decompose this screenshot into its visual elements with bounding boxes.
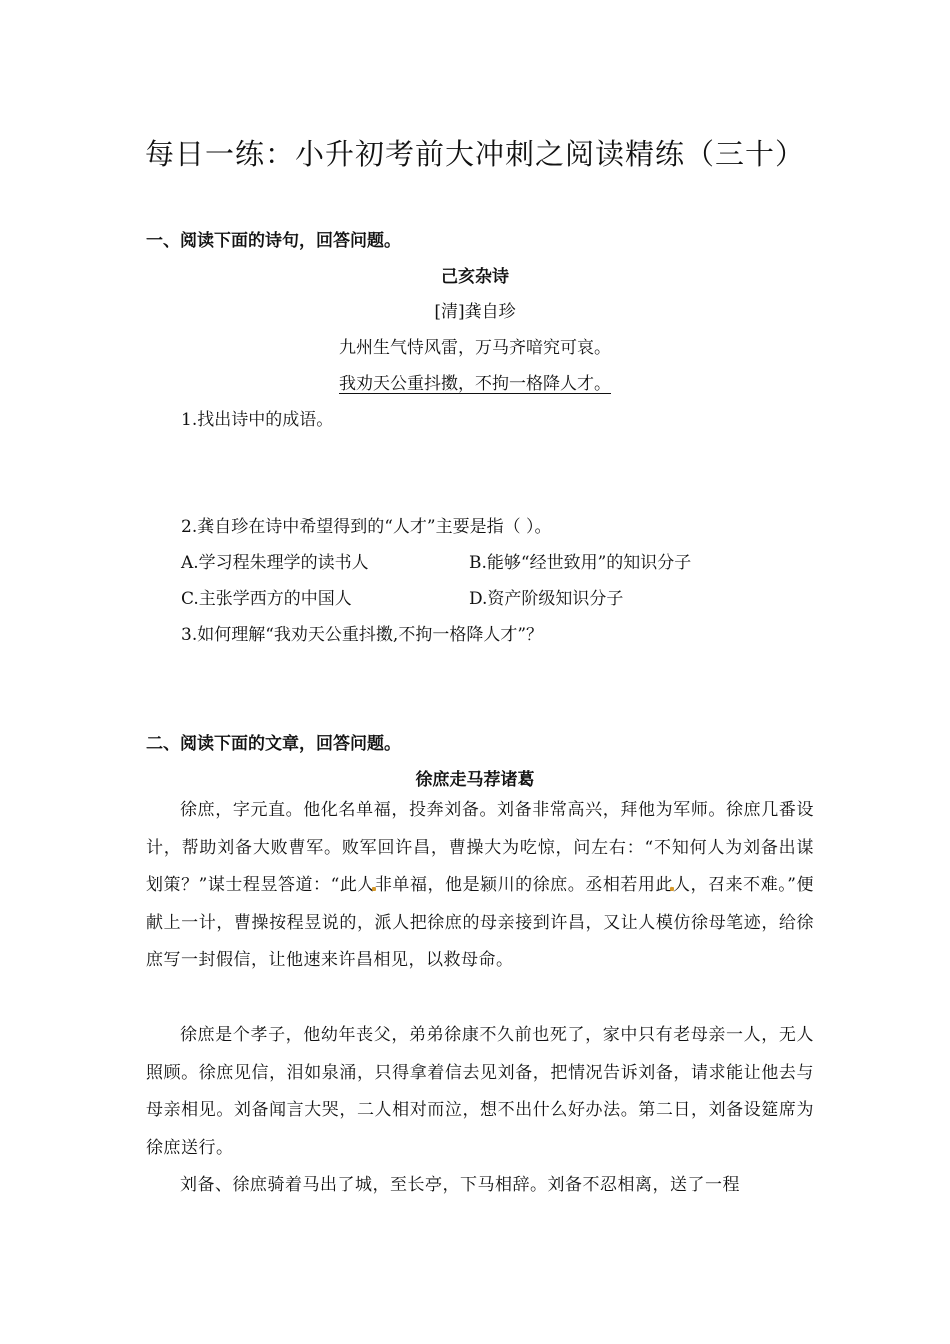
section2-heading: 二、阅读下面的文章，回答问题。 [146, 734, 401, 754]
article-paragraph-2: 徐庶是个孝子，他幼年丧父，弟弟徐康不久前也死了，家中只有老母亲一人，无人照顾。徐庶见信，泪如泉涌，只得拿着信去见刘备，把情况告诉刘备，请求能让他去与母亲相见。刘备闻言大哭，二人相对而泣，想不出什么好办法。第二日，刘备设筵席为徐庶送行。 [146, 1025, 814, 1158]
poem-author: [清]龚自珍 [434, 302, 516, 322]
option-c: C.主张学西方的中国人 [181, 589, 352, 609]
question-1: 1.找出诗中的成语。 [181, 410, 334, 430]
option-a: A.学习程朱理学的读书人 [181, 553, 369, 573]
article-paragraph-1 [146, 792, 814, 980]
poem-line-1: 九州生气恃风雷，万马齐喑究可哀。 [339, 338, 611, 358]
option-b: B.能够“经世致用”的知识分子 [469, 553, 692, 573]
paragraph-1-part-b: 非单福，他是颍川的徐庶。丞相若用此 [374, 875, 674, 895]
paragraph-1-part-a: 徐庶，字元直。他化名单福，投奔刘备。刘备非常高兴，拜他为军师。徐庶几番设计，帮助刘备大败曹军。败军回许昌，曹操大为吃惊，问左右：“不知何人为刘备出谋划策？”谋士程昱答道：“此人 [146, 800, 814, 895]
paragraph-1-part-c: 人，召来不难。”便献上一计，曹操按程昱说的，派人把徐庶的母亲接到许昌，又让人模仿徐母笔迹，给徐庶写一封假信，让他速来许昌相见，以救母命。 [146, 875, 814, 970]
section1-heading: 一、阅读下面的诗句，回答问题。 [146, 231, 401, 251]
poem-title: 己亥杂诗 [441, 267, 509, 287]
poem-line-2 [0, 369, 950, 394]
poem-line-2-text: 我劝天公重抖擞，不拘一格降人才。 [339, 374, 611, 394]
question-3: 3.如何理解“我劝天公重抖擞,不拘一格降人才”？ [181, 625, 544, 645]
question-2: 2.龚自珍在诗中希望得到的“人才”主要是指（ ）。 [181, 517, 552, 537]
page-title: 每日一练：小升初考前大冲刺之阅读精练（三十） [144, 137, 805, 171]
article-title: 徐庶走马荐诸葛 [415, 770, 535, 790]
article-paragraph-3: 刘备、徐庶骑着马出了城，至长亭，下马相辞。刘备不忍相离，送了一程 [180, 1175, 740, 1195]
option-d: D.资产阶级知识分子 [469, 589, 624, 609]
